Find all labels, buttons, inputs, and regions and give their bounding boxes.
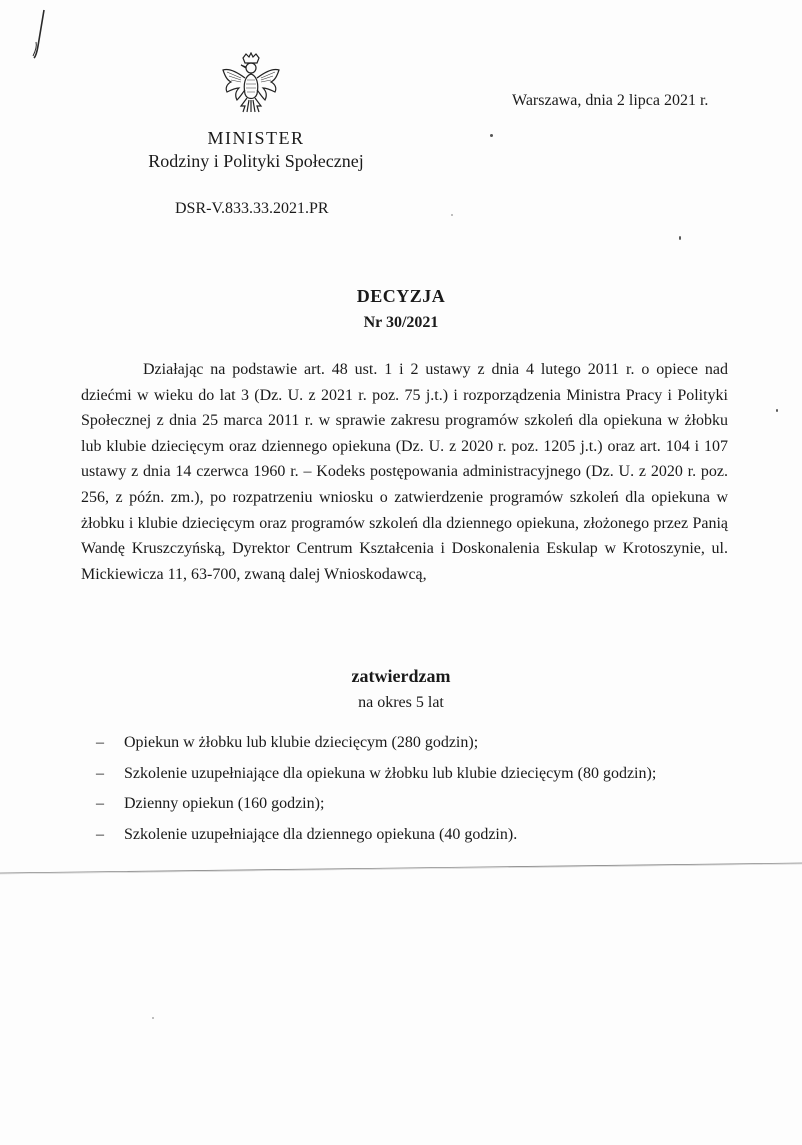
scan-speck bbox=[679, 236, 681, 240]
ministry-title: MINISTER bbox=[207, 128, 305, 148]
approval-heading: zatwierdzam bbox=[351, 666, 451, 686]
scan-speck bbox=[451, 214, 453, 216]
ministry-name: Rodziny i Polityki Społecznej bbox=[148, 151, 364, 171]
scan-speck bbox=[490, 134, 493, 137]
program-item: Szkolenie uzupełniające dla opiekuna w żłobku lub klubie dziecięcym (80 godzin); bbox=[124, 764, 657, 782]
list-item bbox=[96, 826, 656, 857]
scan-speck bbox=[776, 409, 778, 412]
decision-title: DECYZJA bbox=[356, 286, 446, 306]
list-item bbox=[96, 734, 656, 765]
bullet-dash: – bbox=[96, 795, 104, 812]
reference-number: DSR-V.833.33.2021.PR bbox=[175, 200, 329, 217]
scan-fold-line bbox=[0, 861, 802, 875]
ministry-block bbox=[126, 127, 386, 173]
document-date: Warszawa, dnia 2 lipca 2021 r. bbox=[512, 92, 709, 109]
approval-period: na okres 5 lat bbox=[358, 694, 444, 711]
program-item: Opiekun w żłobku lub klubie dziecięcym (280 godzin); bbox=[124, 734, 479, 751]
program-item: Dzienny opiekun (160 godzin); bbox=[124, 795, 325, 812]
program-list bbox=[96, 734, 656, 856]
scan-speck bbox=[152, 1017, 154, 1019]
decision-body: Działając na podstawie art. 48 ust. 1 i 2 ustawy z dnia 4 lutego 2011 r. o opiece nad dziećmi w wieku do lat 3 (Dz. U. z 2021 r. poz. 75 j.t.) i rozporządzenia Ministra Pracy i Polityki Społecznej z dnia 25 marca 2011 r. w sprawie zakresu programów szkoleń dla opiekuna w żłobku lub klubie dziecięcym oraz dziennego opiekuna (Dz. U. z 2020 r. poz. 1205 j.t.) oraz art. 104 i 107 ustawy z dnia 14 czerwca 1960 r. – Kodeks postępowania administracyjnego (Dz. U. z 2020 r. poz. 256, z późn. zm.), po rozpatrzeniu wniosku o zatwierdzenie programów szkoleń dla opiekuna w żłobku i klubie dziecięcym oraz programów szkoleń dla dziennego opiekuna, złożonego przez Panią Wandę Kruszczyńską, Dyrektor Centrum Kształcenia i Doskonalenia Eskulap w Krotoszynie, ul. Mickiewicza 11, 63-700, zwaną dalej Wnioskodawcą, bbox=[81, 361, 728, 583]
list-item bbox=[96, 795, 656, 826]
bullet-dash: – bbox=[96, 734, 104, 751]
handwritten-mark bbox=[28, 8, 50, 60]
list-item bbox=[96, 765, 656, 796]
bullet-dash: – bbox=[96, 825, 104, 843]
program-item: Szkolenie uzupełniające dla dziennego opiekuna (40 godzin). bbox=[124, 825, 518, 843]
bullet-dash: – bbox=[96, 764, 104, 782]
decision-number: Nr 30/2021 bbox=[363, 314, 439, 331]
polish-eagle-emblem bbox=[221, 52, 281, 114]
